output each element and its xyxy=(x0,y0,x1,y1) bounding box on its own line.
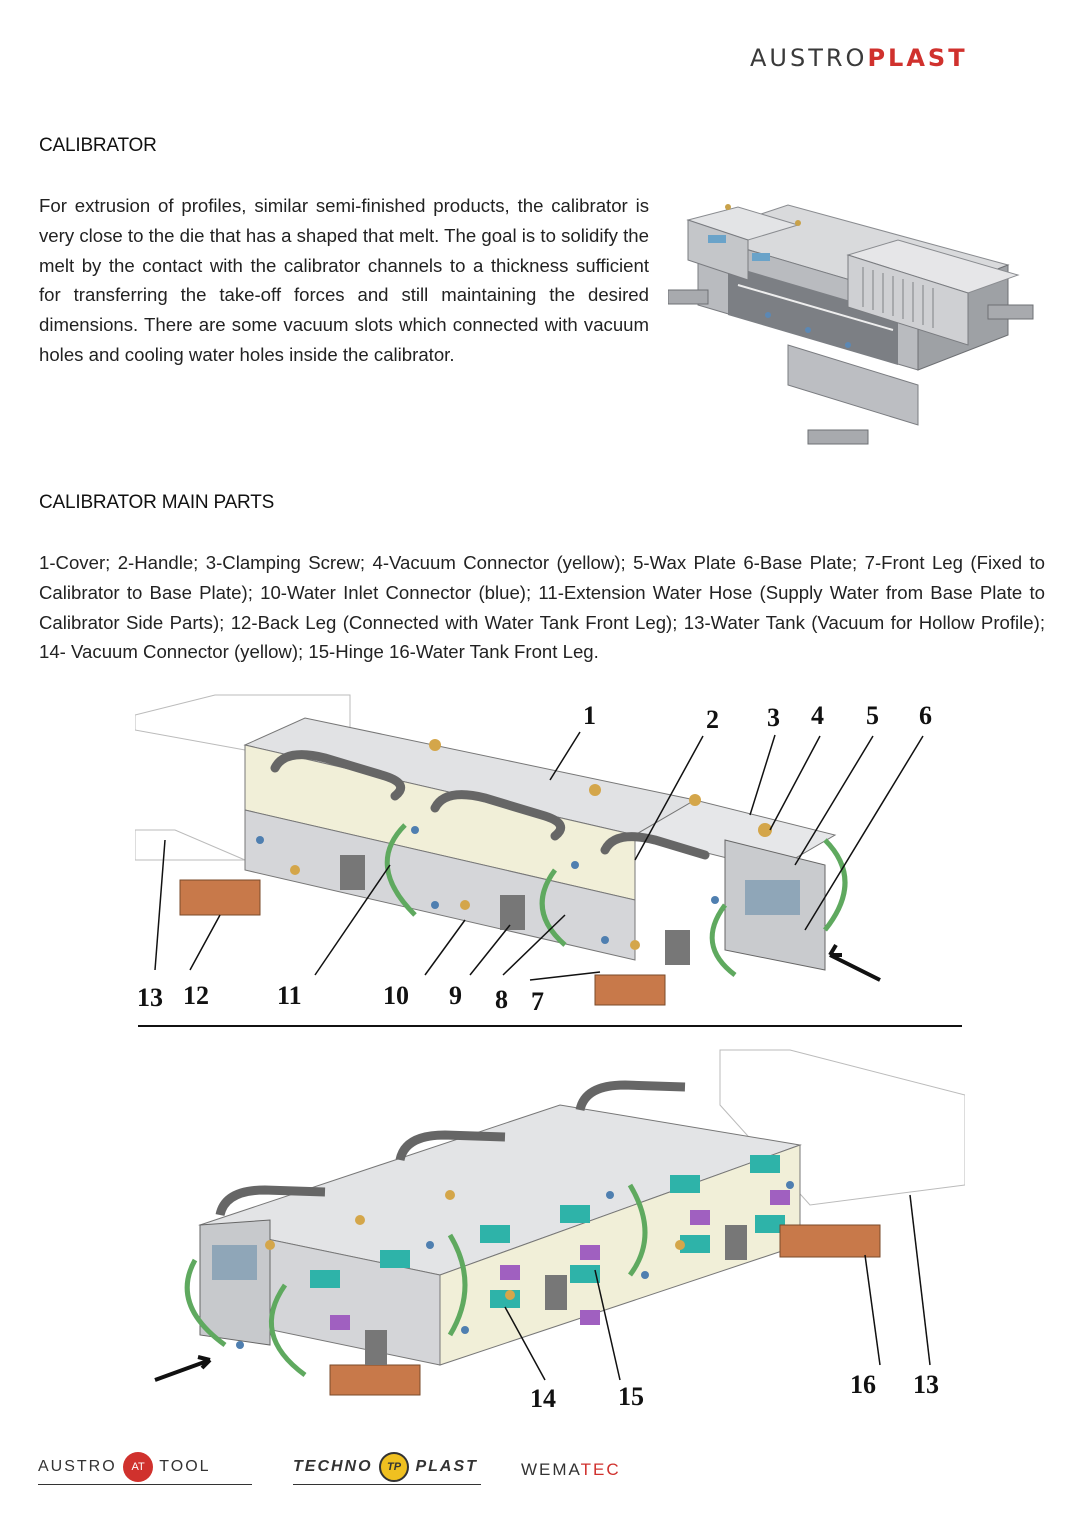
wematec-text-b: TEC xyxy=(580,1460,621,1479)
callout-11: 11 xyxy=(277,981,302,1010)
calibrator-diagram-front xyxy=(135,690,965,1030)
austrotool-logo xyxy=(38,1452,252,1492)
callout-15: 15 xyxy=(618,1382,644,1411)
callout-6: 6 xyxy=(919,701,932,730)
callout-13: 13 xyxy=(137,983,163,1012)
callout-1: 1 xyxy=(583,701,596,730)
calibrator-diagram-rear xyxy=(150,1045,965,1425)
technoplast-mark-text: TP xyxy=(386,1461,402,1473)
technoplast-text-b: PLAST xyxy=(415,1458,478,1476)
technoplast-logo xyxy=(293,1452,481,1492)
logo-text-plast: PLAST xyxy=(867,44,968,72)
callout-5: 5 xyxy=(866,701,879,730)
austrotool-text-a: AUSTRO xyxy=(38,1458,117,1476)
callout-13b: 13 xyxy=(913,1370,939,1399)
callout-14: 14 xyxy=(530,1384,556,1413)
callout-2: 2 xyxy=(706,705,719,734)
callout-10: 10 xyxy=(383,981,409,1010)
callout-8: 8 xyxy=(495,985,508,1014)
callout-4: 4 xyxy=(811,701,824,730)
logo-text-austro: AUSTRO xyxy=(750,44,868,72)
calibrator-photo xyxy=(668,195,1040,467)
austrotool-mark-text: AT xyxy=(131,1461,145,1473)
technoplast-text-a: TECHNO xyxy=(293,1458,373,1476)
austroplast-logo xyxy=(750,44,1040,74)
calibrator-description: For extrusion of profiles, similar semi-finished products, the calibrator is very close to the die that has a shaped that melt. The goal is to solidify the melt by the contact with the calibrator channels to a thickness sufficient for transferring the take-off forces and still maintaining the desired dimensions. There are some vacuum slots which connected with vacuum holes and cooling water holes inside the calibrator. xyxy=(39,195,649,365)
technoplast-mark xyxy=(379,1452,409,1482)
callout-16: 16 xyxy=(850,1370,876,1399)
wematec-logo xyxy=(521,1460,621,1500)
section-title-calibrator: CALIBRATOR xyxy=(39,135,157,156)
callout-7: 7 xyxy=(531,987,544,1016)
section-title-main-parts: CALIBRATOR MAIN PARTS xyxy=(39,492,275,513)
wematec-text-a: WEMA xyxy=(521,1460,581,1479)
callout-9: 9 xyxy=(449,981,462,1010)
main-parts-list: 1-Cover; 2-Handle; 3-Clamping Screw; 4-Vacuum Connector (yellow); 5-Wax Plate 6-Base Plate; 7-Front Leg (Fixed to Calibrator to Base Plate); 10-Water Inlet Connector (blue); 11-Extension Water Hose (Supply Water from Base Plate to Calibrator Side Parts); 12-Back Leg (Connected with Water Tank Front Leg); 13-Water Tank (Vacuum for Hollow Profile); 14- Vacuum Connector (yellow); 15-Hinge 16-Water Tank Front Leg. xyxy=(39,552,1045,663)
austrotool-mark xyxy=(123,1452,153,1482)
callout-3: 3 xyxy=(767,703,780,732)
callout-12: 12 xyxy=(183,981,209,1010)
austrotool-text-b: TOOL xyxy=(159,1458,211,1476)
